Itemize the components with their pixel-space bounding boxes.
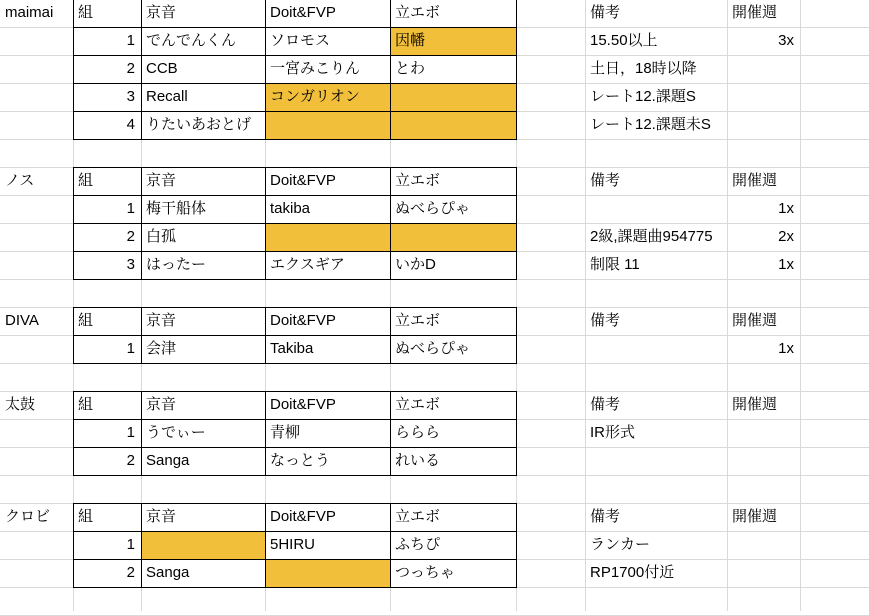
header-kyoto-cell[interactable]: 京音: [146, 172, 177, 189]
header-ritsu-cell[interactable]: 立エボ: [395, 172, 441, 189]
table-border: [73, 531, 517, 532]
grid-row-line: [0, 475, 869, 476]
table-border: [390, 503, 391, 588]
ritsu-player-cell[interactable]: つっちゃ: [395, 564, 455, 581]
week-cell[interactable]: [727, 559, 800, 587]
table-border: [73, 559, 517, 560]
header-group-cell[interactable]: 組: [78, 508, 94, 525]
table-border: [73, 251, 517, 252]
header-kyoto-cell[interactable]: 京音: [146, 4, 177, 21]
header-week-cell[interactable]: 開催週: [732, 312, 778, 329]
ritsu-player-cell[interactable]: ららら: [395, 424, 441, 441]
header-group-cell[interactable]: 組: [78, 4, 94, 21]
doit-player-cell[interactable]: takiba: [270, 200, 311, 217]
table-border: [73, 223, 517, 224]
note-cell[interactable]: RP1700付近: [590, 564, 675, 581]
doit-player-cell[interactable]: [265, 111, 390, 139]
group-number-cell[interactable]: 2: [126, 452, 135, 469]
table-border: [141, 391, 142, 476]
header-doit-cell[interactable]: Doit&FVP: [270, 508, 336, 525]
note-cell[interactable]: レート12.課題S: [590, 88, 696, 105]
table-border: [265, 391, 266, 476]
doit-player-cell[interactable]: エクスギア: [270, 256, 345, 273]
ritsu-player-cell[interactable]: いかD: [395, 256, 436, 273]
note-cell[interactable]: 土日，18時以降: [590, 60, 697, 77]
doit-player-cell[interactable]: [265, 559, 390, 587]
game-label-cell[interactable]: 太鼓: [5, 396, 36, 413]
ritsu-player-cell[interactable]: れいる: [395, 452, 441, 469]
header-ritsu-cell[interactable]: 立エボ: [395, 312, 441, 329]
week-cell[interactable]: 3x: [778, 32, 794, 49]
week-cell[interactable]: [727, 55, 800, 83]
ritsu-player-cell[interactable]: [390, 111, 516, 139]
group-number-cell[interactable]: 2: [126, 564, 135, 581]
group-number-cell[interactable]: 2: [126, 60, 135, 77]
header-note-cell[interactable]: 備考: [590, 396, 621, 413]
ritsu-player-cell[interactable]: 因幡: [390, 27, 516, 55]
header-doit-cell[interactable]: Doit&FVP: [270, 396, 336, 413]
kyoto-player-cell[interactable]: [141, 531, 265, 559]
note-cell[interactable]: ランカー: [590, 536, 651, 553]
week-cell[interactable]: [727, 531, 800, 559]
header-doit-cell[interactable]: Doit&FVP: [270, 172, 336, 189]
header-group-cell[interactable]: 組: [78, 312, 94, 329]
week-cell[interactable]: 1x: [778, 200, 794, 217]
table-border: [73, 447, 517, 448]
header-kyoto-cell[interactable]: 京音: [146, 396, 177, 413]
table-border: [73, 335, 517, 336]
group-number-cell[interactable]: 2: [126, 228, 135, 245]
table-border: [390, 0, 391, 140]
table-border: [265, 503, 266, 588]
game-label-cell[interactable]: maimai: [5, 4, 54, 21]
kyoto-player-cell[interactable]: 梅干船体: [146, 200, 207, 217]
grid-row-line: [0, 139, 869, 140]
kyoto-player-cell[interactable]: Recall: [146, 88, 188, 105]
group-number-cell[interactable]: 1: [126, 536, 135, 553]
kyoto-player-cell[interactable]: 会津: [146, 340, 177, 357]
ritsu-player-cell[interactable]: [390, 83, 516, 111]
table-border: [141, 503, 142, 588]
table-border: [73, 195, 517, 196]
kyoto-player-cell[interactable]: うでぃー: [146, 424, 206, 441]
group-number-cell[interactable]: 1: [126, 340, 135, 357]
header-kyoto-cell[interactable]: 京音: [146, 508, 177, 525]
game-label-cell[interactable]: DIVA: [5, 312, 39, 329]
note-cell[interactable]: [585, 335, 727, 363]
grid-row-line: [0, 363, 869, 364]
doit-player-cell[interactable]: コンガリオン: [265, 83, 390, 111]
doit-player-cell[interactable]: Takiba: [270, 340, 314, 357]
kyoto-player-cell[interactable]: 白孤: [146, 228, 177, 245]
note-cell[interactable]: IR形式: [590, 424, 636, 441]
kyoto-player-cell[interactable]: でんでんくん: [146, 32, 237, 49]
group-number-cell[interactable]: 4: [126, 116, 135, 133]
table-border: [73, 27, 517, 28]
week-cell[interactable]: [727, 83, 800, 111]
header-note-cell[interactable]: 備考: [590, 312, 621, 329]
doit-player-cell[interactable]: [265, 223, 390, 251]
week-cell[interactable]: 2x: [778, 228, 794, 245]
doit-player-cell[interactable]: 一宮みこりん: [270, 60, 361, 77]
header-note-cell[interactable]: 備考: [590, 172, 621, 189]
doit-player-cell[interactable]: 5HIRU: [270, 536, 316, 553]
group-number-cell[interactable]: 3: [126, 256, 135, 273]
grid-row-line: [0, 279, 869, 280]
ritsu-player-cell[interactable]: ふちぴ: [395, 536, 441, 553]
note-cell[interactable]: [585, 447, 727, 475]
week-cell[interactable]: 1x: [778, 340, 794, 357]
note-cell[interactable]: 15.50以上: [590, 32, 658, 49]
kyoto-player-cell[interactable]: CCB: [146, 60, 178, 77]
note-cell[interactable]: 制限 11: [590, 256, 640, 273]
ritsu-player-cell[interactable]: とわ: [395, 60, 426, 77]
note-cell[interactable]: レート12.課題未S: [590, 116, 711, 133]
week-cell[interactable]: [727, 111, 800, 139]
week-cell[interactable]: [727, 419, 800, 447]
header-group-cell[interactable]: 組: [78, 396, 94, 413]
table-border: [73, 55, 517, 56]
group-number-cell[interactable]: 3: [126, 88, 135, 105]
grid-column-line: [800, 0, 801, 611]
table-border: [73, 111, 517, 112]
week-cell[interactable]: [727, 447, 800, 475]
kyoto-player-cell[interactable]: はったー: [146, 256, 207, 273]
header-ritsu-cell[interactable]: 立エボ: [395, 4, 441, 21]
header-ritsu-cell[interactable]: 立エボ: [395, 396, 441, 413]
table-border: [73, 83, 517, 84]
group-number-cell[interactable]: 1: [126, 424, 135, 441]
grid-column-line: [516, 0, 517, 611]
header-doit-cell[interactable]: Doit&FVP: [270, 4, 336, 21]
note-cell[interactable]: 2級,課題曲954775: [590, 228, 713, 245]
note-cell[interactable]: [585, 195, 727, 223]
header-week-cell[interactable]: 開催週: [732, 508, 778, 525]
table-border: [141, 0, 142, 140]
kyoto-player-cell[interactable]: りたいあおとげ: [146, 116, 252, 133]
grid-row-line: [0, 587, 869, 588]
doit-player-cell[interactable]: 青柳: [270, 424, 301, 441]
header-note-cell[interactable]: 備考: [590, 508, 621, 525]
week-cell[interactable]: 1x: [778, 256, 794, 273]
ritsu-player-cell[interactable]: [390, 223, 516, 251]
doit-player-cell[interactable]: なっとう: [270, 452, 331, 469]
header-week-cell[interactable]: 開催週: [732, 4, 778, 21]
header-kyoto-cell[interactable]: 京音: [146, 312, 177, 329]
header-week-cell[interactable]: 開催週: [732, 172, 778, 189]
table-border: [73, 419, 517, 420]
header-group-cell[interactable]: 組: [78, 172, 94, 189]
kyoto-player-cell[interactable]: Sanga: [146, 452, 190, 469]
table-border: [390, 391, 391, 476]
group-number-cell[interactable]: 1: [126, 200, 135, 217]
game-label-cell[interactable]: クロビ: [5, 508, 51, 525]
ritsu-player-cell[interactable]: ぬべらぴゃ: [395, 200, 471, 217]
header-ritsu-cell[interactable]: 立エボ: [395, 508, 441, 525]
ritsu-player-cell[interactable]: ぬべらぴゃ: [395, 340, 471, 357]
header-note-cell[interactable]: 備考: [590, 4, 621, 21]
header-doit-cell[interactable]: Doit&FVP: [270, 312, 336, 329]
kyoto-player-cell[interactable]: Sanga: [146, 564, 190, 581]
group-number-cell[interactable]: 1: [126, 32, 135, 49]
doit-player-cell[interactable]: ソロモス: [270, 32, 331, 49]
table-border: [265, 0, 266, 140]
game-label-cell[interactable]: ノス: [5, 172, 35, 189]
header-week-cell[interactable]: 開催週: [732, 396, 778, 413]
